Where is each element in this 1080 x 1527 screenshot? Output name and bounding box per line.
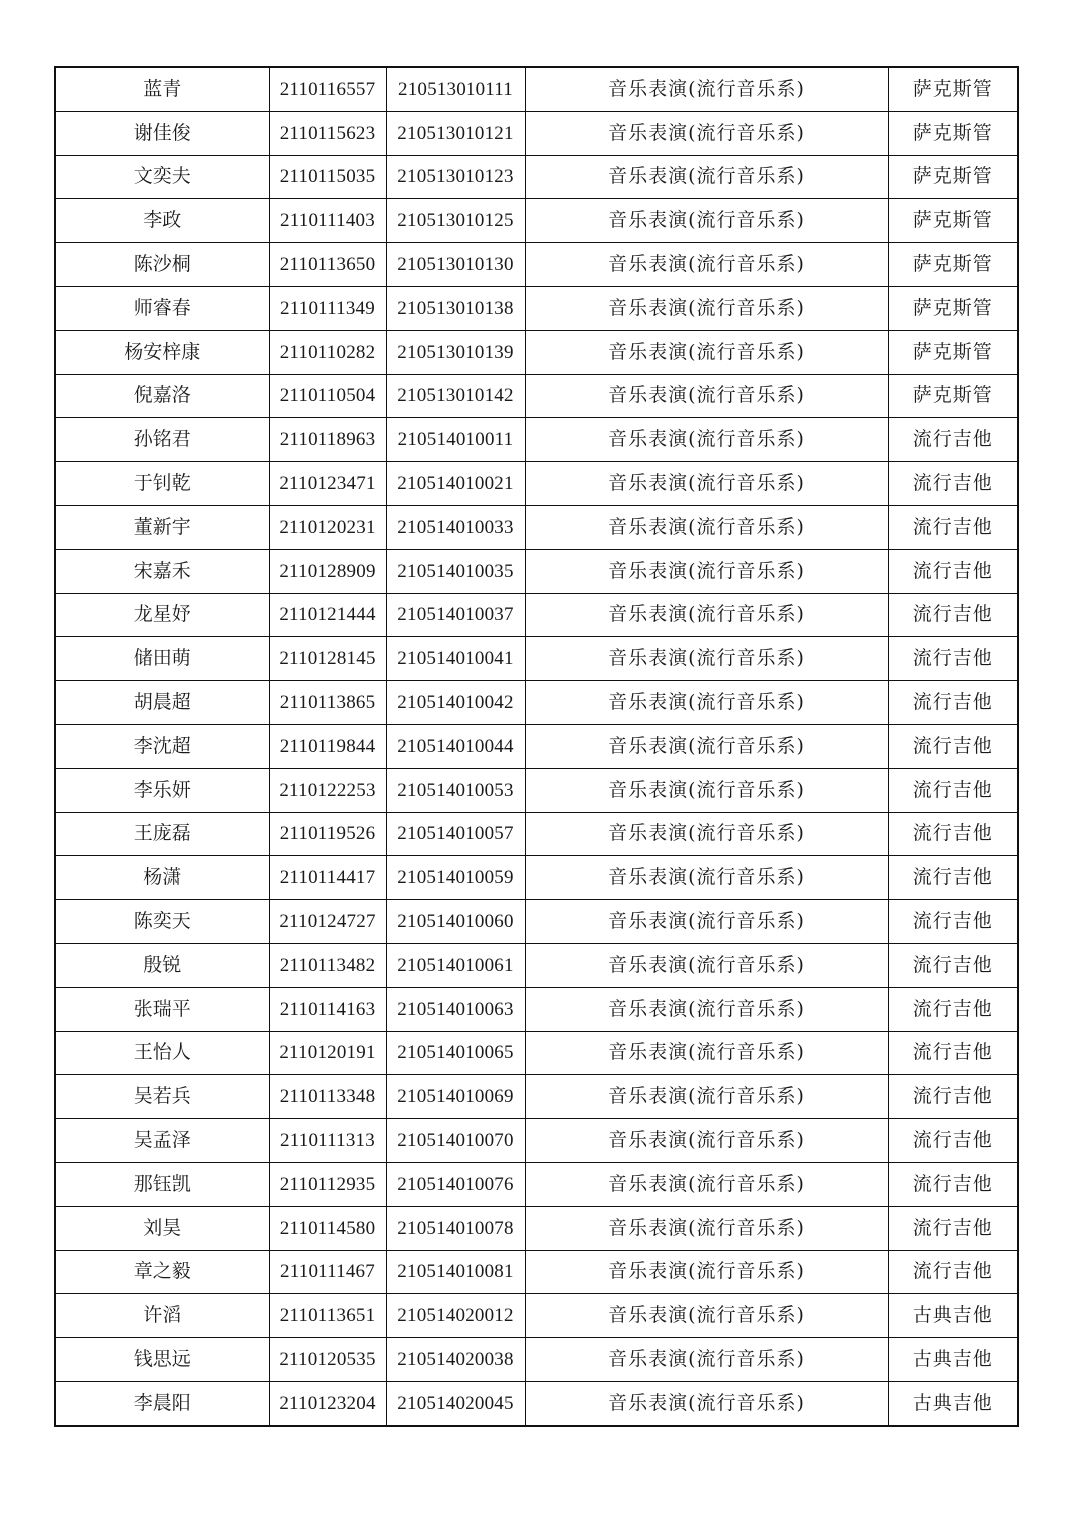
exam-id-cell: 2110120535 (269, 1338, 386, 1382)
major-cell: 音乐表演(流行音乐系) (525, 900, 888, 944)
name-cell: 李晨阳 (55, 1381, 269, 1425)
direction-cell: 流行吉他 (888, 812, 1018, 856)
table-row (55, 374, 1018, 418)
table-row (55, 111, 1018, 155)
direction-cell: 流行吉他 (888, 1206, 1018, 1250)
table-row (55, 199, 1018, 243)
exam-id-cell: 2110111349 (269, 286, 386, 330)
candidate-id-cell: 210514010081 (386, 1250, 525, 1294)
table-row (55, 155, 1018, 199)
name-cell: 李乐妍 (55, 768, 269, 812)
table-row (55, 1381, 1018, 1425)
name-cell: 李政 (55, 199, 269, 243)
exam-id-cell: 2110121444 (269, 593, 386, 637)
name-cell: 刘昊 (55, 1206, 269, 1250)
table-row (55, 1031, 1018, 1075)
exam-id-cell: 2110120231 (269, 505, 386, 549)
candidate-id-cell: 210514020012 (386, 1294, 525, 1338)
direction-cell: 流行吉他 (888, 1075, 1018, 1119)
name-cell: 王庞磊 (55, 812, 269, 856)
major-cell: 音乐表演(流行音乐系) (525, 1294, 888, 1338)
exam-id-cell: 2110123471 (269, 462, 386, 506)
candidate-id-cell: 210514010011 (386, 418, 525, 462)
direction-cell: 流行吉他 (888, 681, 1018, 725)
major-cell: 音乐表演(流行音乐系) (525, 1119, 888, 1163)
direction-cell: 流行吉他 (888, 593, 1018, 637)
direction-cell: 流行吉他 (888, 418, 1018, 462)
name-cell: 吴孟泽 (55, 1119, 269, 1163)
major-cell: 音乐表演(流行音乐系) (525, 812, 888, 856)
exam-id-cell: 2110116557 (269, 67, 386, 111)
name-cell: 董新宇 (55, 505, 269, 549)
direction-cell: 流行吉他 (888, 1162, 1018, 1206)
candidate-id-cell: 210514020038 (386, 1338, 525, 1382)
table-row (55, 418, 1018, 462)
name-cell: 张瑞平 (55, 987, 269, 1031)
major-cell: 音乐表演(流行音乐系) (525, 330, 888, 374)
direction-cell: 萨克斯管 (888, 286, 1018, 330)
major-cell: 音乐表演(流行音乐系) (525, 462, 888, 506)
exam-id-cell: 2110111403 (269, 199, 386, 243)
table-row (55, 1075, 1018, 1119)
major-cell: 音乐表演(流行音乐系) (525, 155, 888, 199)
name-cell: 章之毅 (55, 1250, 269, 1294)
candidate-id-cell: 210513010130 (386, 243, 525, 287)
name-cell: 陈奕天 (55, 900, 269, 944)
name-cell: 许滔 (55, 1294, 269, 1338)
exam-id-cell: 2110110504 (269, 374, 386, 418)
major-cell: 音乐表演(流行音乐系) (525, 505, 888, 549)
direction-cell: 流行吉他 (888, 987, 1018, 1031)
major-cell: 音乐表演(流行音乐系) (525, 374, 888, 418)
table-row (55, 1162, 1018, 1206)
exam-id-cell: 2110111467 (269, 1250, 386, 1294)
direction-cell: 流行吉他 (888, 462, 1018, 506)
direction-cell: 流行吉他 (888, 549, 1018, 593)
exam-id-cell: 2110128909 (269, 549, 386, 593)
direction-cell: 流行吉他 (888, 505, 1018, 549)
name-cell: 钱思远 (55, 1338, 269, 1382)
direction-cell: 流行吉他 (888, 637, 1018, 681)
direction-cell: 古典吉他 (888, 1338, 1018, 1382)
table-row (55, 243, 1018, 287)
name-cell: 杨潇 (55, 856, 269, 900)
name-cell: 陈沙桐 (55, 243, 269, 287)
candidate-id-cell: 210513010123 (386, 155, 525, 199)
name-cell: 殷锐 (55, 943, 269, 987)
major-cell: 音乐表演(流行音乐系) (525, 1206, 888, 1250)
major-cell: 音乐表演(流行音乐系) (525, 593, 888, 637)
candidate-id-cell: 210513010125 (386, 199, 525, 243)
exam-id-cell: 2110120191 (269, 1031, 386, 1075)
candidate-id-cell: 210514010070 (386, 1119, 525, 1163)
exam-id-cell: 2110114580 (269, 1206, 386, 1250)
direction-cell: 古典吉他 (888, 1381, 1018, 1425)
direction-cell: 流行吉他 (888, 943, 1018, 987)
candidate-id-cell: 210514010042 (386, 681, 525, 725)
direction-cell: 流行吉他 (888, 1250, 1018, 1294)
table-row (55, 681, 1018, 725)
major-cell: 音乐表演(流行音乐系) (525, 1381, 888, 1425)
name-cell: 倪嘉洛 (55, 374, 269, 418)
table-row (55, 462, 1018, 506)
major-cell: 音乐表演(流行音乐系) (525, 987, 888, 1031)
table-row (55, 549, 1018, 593)
name-cell: 吴若兵 (55, 1075, 269, 1119)
major-cell: 音乐表演(流行音乐系) (525, 286, 888, 330)
candidate-id-cell: 210514010060 (386, 900, 525, 944)
direction-cell: 流行吉他 (888, 1031, 1018, 1075)
exam-id-cell: 2110124727 (269, 900, 386, 944)
candidate-id-cell: 210514010061 (386, 943, 525, 987)
direction-cell: 流行吉他 (888, 856, 1018, 900)
direction-cell: 流行吉他 (888, 724, 1018, 768)
direction-cell: 流行吉他 (888, 1119, 1018, 1163)
major-cell: 音乐表演(流行音乐系) (525, 1162, 888, 1206)
name-cell: 于钊乾 (55, 462, 269, 506)
direction-cell: 萨克斯管 (888, 374, 1018, 418)
exam-id-cell: 2110113348 (269, 1075, 386, 1119)
direction-cell: 萨克斯管 (888, 67, 1018, 111)
major-cell: 音乐表演(流行音乐系) (525, 681, 888, 725)
name-cell: 孙铭君 (55, 418, 269, 462)
exam-id-cell: 2110122253 (269, 768, 386, 812)
major-cell: 音乐表演(流行音乐系) (525, 199, 888, 243)
name-cell: 杨安梓康 (55, 330, 269, 374)
exam-id-cell: 2110114163 (269, 987, 386, 1031)
candidate-id-cell: 210514010033 (386, 505, 525, 549)
direction-cell: 萨克斯管 (888, 111, 1018, 155)
direction-cell: 萨克斯管 (888, 330, 1018, 374)
name-cell: 师睿春 (55, 286, 269, 330)
major-cell: 音乐表演(流行音乐系) (525, 243, 888, 287)
candidate-id-cell: 210513010111 (386, 67, 525, 111)
major-cell: 音乐表演(流行音乐系) (525, 111, 888, 155)
major-cell: 音乐表演(流行音乐系) (525, 549, 888, 593)
candidate-id-cell: 210514010078 (386, 1206, 525, 1250)
exam-id-cell: 2110113865 (269, 681, 386, 725)
exam-id-cell: 2110113651 (269, 1294, 386, 1338)
major-cell: 音乐表演(流行音乐系) (525, 1338, 888, 1382)
candidate-id-cell: 210514010041 (386, 637, 525, 681)
table-row (55, 856, 1018, 900)
candidate-id-cell: 210513010139 (386, 330, 525, 374)
name-cell: 文奕夫 (55, 155, 269, 199)
direction-cell: 古典吉他 (888, 1294, 1018, 1338)
table-row (55, 1119, 1018, 1163)
table-row (55, 1206, 1018, 1250)
major-cell: 音乐表演(流行音乐系) (525, 67, 888, 111)
candidate-id-cell: 210514010037 (386, 593, 525, 637)
major-cell: 音乐表演(流行音乐系) (525, 637, 888, 681)
table-row (55, 900, 1018, 944)
candidate-id-cell: 210513010121 (386, 111, 525, 155)
candidate-id-cell: 210514010044 (386, 724, 525, 768)
direction-cell: 萨克斯管 (888, 243, 1018, 287)
admission-list-table (54, 66, 1019, 1427)
major-cell: 音乐表演(流行音乐系) (525, 1075, 888, 1119)
table-row (55, 724, 1018, 768)
name-cell: 储田萌 (55, 637, 269, 681)
candidate-id-cell: 210514010053 (386, 768, 525, 812)
name-cell: 王怡人 (55, 1031, 269, 1075)
candidate-id-cell: 210514010063 (386, 987, 525, 1031)
table-row (55, 67, 1018, 111)
candidate-id-cell: 210514020045 (386, 1381, 525, 1425)
exam-id-cell: 2110123204 (269, 1381, 386, 1425)
table-row (55, 1338, 1018, 1382)
exam-id-cell: 2110114417 (269, 856, 386, 900)
name-cell: 胡晨超 (55, 681, 269, 725)
table-row (55, 768, 1018, 812)
exam-id-cell: 2110113650 (269, 243, 386, 287)
direction-cell: 萨克斯管 (888, 199, 1018, 243)
major-cell: 音乐表演(流行音乐系) (525, 856, 888, 900)
exam-id-cell: 2110128145 (269, 637, 386, 681)
candidate-id-cell: 210514010069 (386, 1075, 525, 1119)
candidate-id-cell: 210513010142 (386, 374, 525, 418)
candidate-id-cell: 210514010057 (386, 812, 525, 856)
candidate-id-cell: 210514010021 (386, 462, 525, 506)
table-row (55, 593, 1018, 637)
exam-id-cell: 2110119526 (269, 812, 386, 856)
candidate-id-cell: 210514010076 (386, 1162, 525, 1206)
major-cell: 音乐表演(流行音乐系) (525, 418, 888, 462)
exam-id-cell: 2110119844 (269, 724, 386, 768)
name-cell: 李沈超 (55, 724, 269, 768)
table-row (55, 812, 1018, 856)
major-cell: 音乐表演(流行音乐系) (525, 1250, 888, 1294)
exam-id-cell: 2110111313 (269, 1119, 386, 1163)
table-row (55, 1250, 1018, 1294)
table-row (55, 505, 1018, 549)
name-cell: 那钰凯 (55, 1162, 269, 1206)
table-row (55, 1294, 1018, 1338)
name-cell: 宋嘉禾 (55, 549, 269, 593)
table-row (55, 637, 1018, 681)
direction-cell: 萨克斯管 (888, 155, 1018, 199)
direction-cell: 流行吉他 (888, 900, 1018, 944)
table-row (55, 943, 1018, 987)
major-cell: 音乐表演(流行音乐系) (525, 724, 888, 768)
direction-cell: 流行吉他 (888, 768, 1018, 812)
major-cell: 音乐表演(流行音乐系) (525, 943, 888, 987)
exam-id-cell: 2110110282 (269, 330, 386, 374)
name-cell: 龙星妤 (55, 593, 269, 637)
major-cell: 音乐表演(流行音乐系) (525, 768, 888, 812)
exam-id-cell: 2110115035 (269, 155, 386, 199)
candidate-id-cell: 210514010059 (386, 856, 525, 900)
major-cell: 音乐表演(流行音乐系) (525, 1031, 888, 1075)
table-row (55, 987, 1018, 1031)
table-body (55, 67, 1018, 1426)
exam-id-cell: 2110112935 (269, 1162, 386, 1206)
table-row (55, 286, 1018, 330)
candidate-id-cell: 210514010065 (386, 1031, 525, 1075)
table-row (55, 330, 1018, 374)
exam-id-cell: 2110113482 (269, 943, 386, 987)
name-cell: 谢佳俊 (55, 111, 269, 155)
name-cell: 蓝青 (55, 67, 269, 111)
candidate-id-cell: 210513010138 (386, 286, 525, 330)
candidate-id-cell: 210514010035 (386, 549, 525, 593)
exam-id-cell: 2110118963 (269, 418, 386, 462)
exam-id-cell: 2110115623 (269, 111, 386, 155)
